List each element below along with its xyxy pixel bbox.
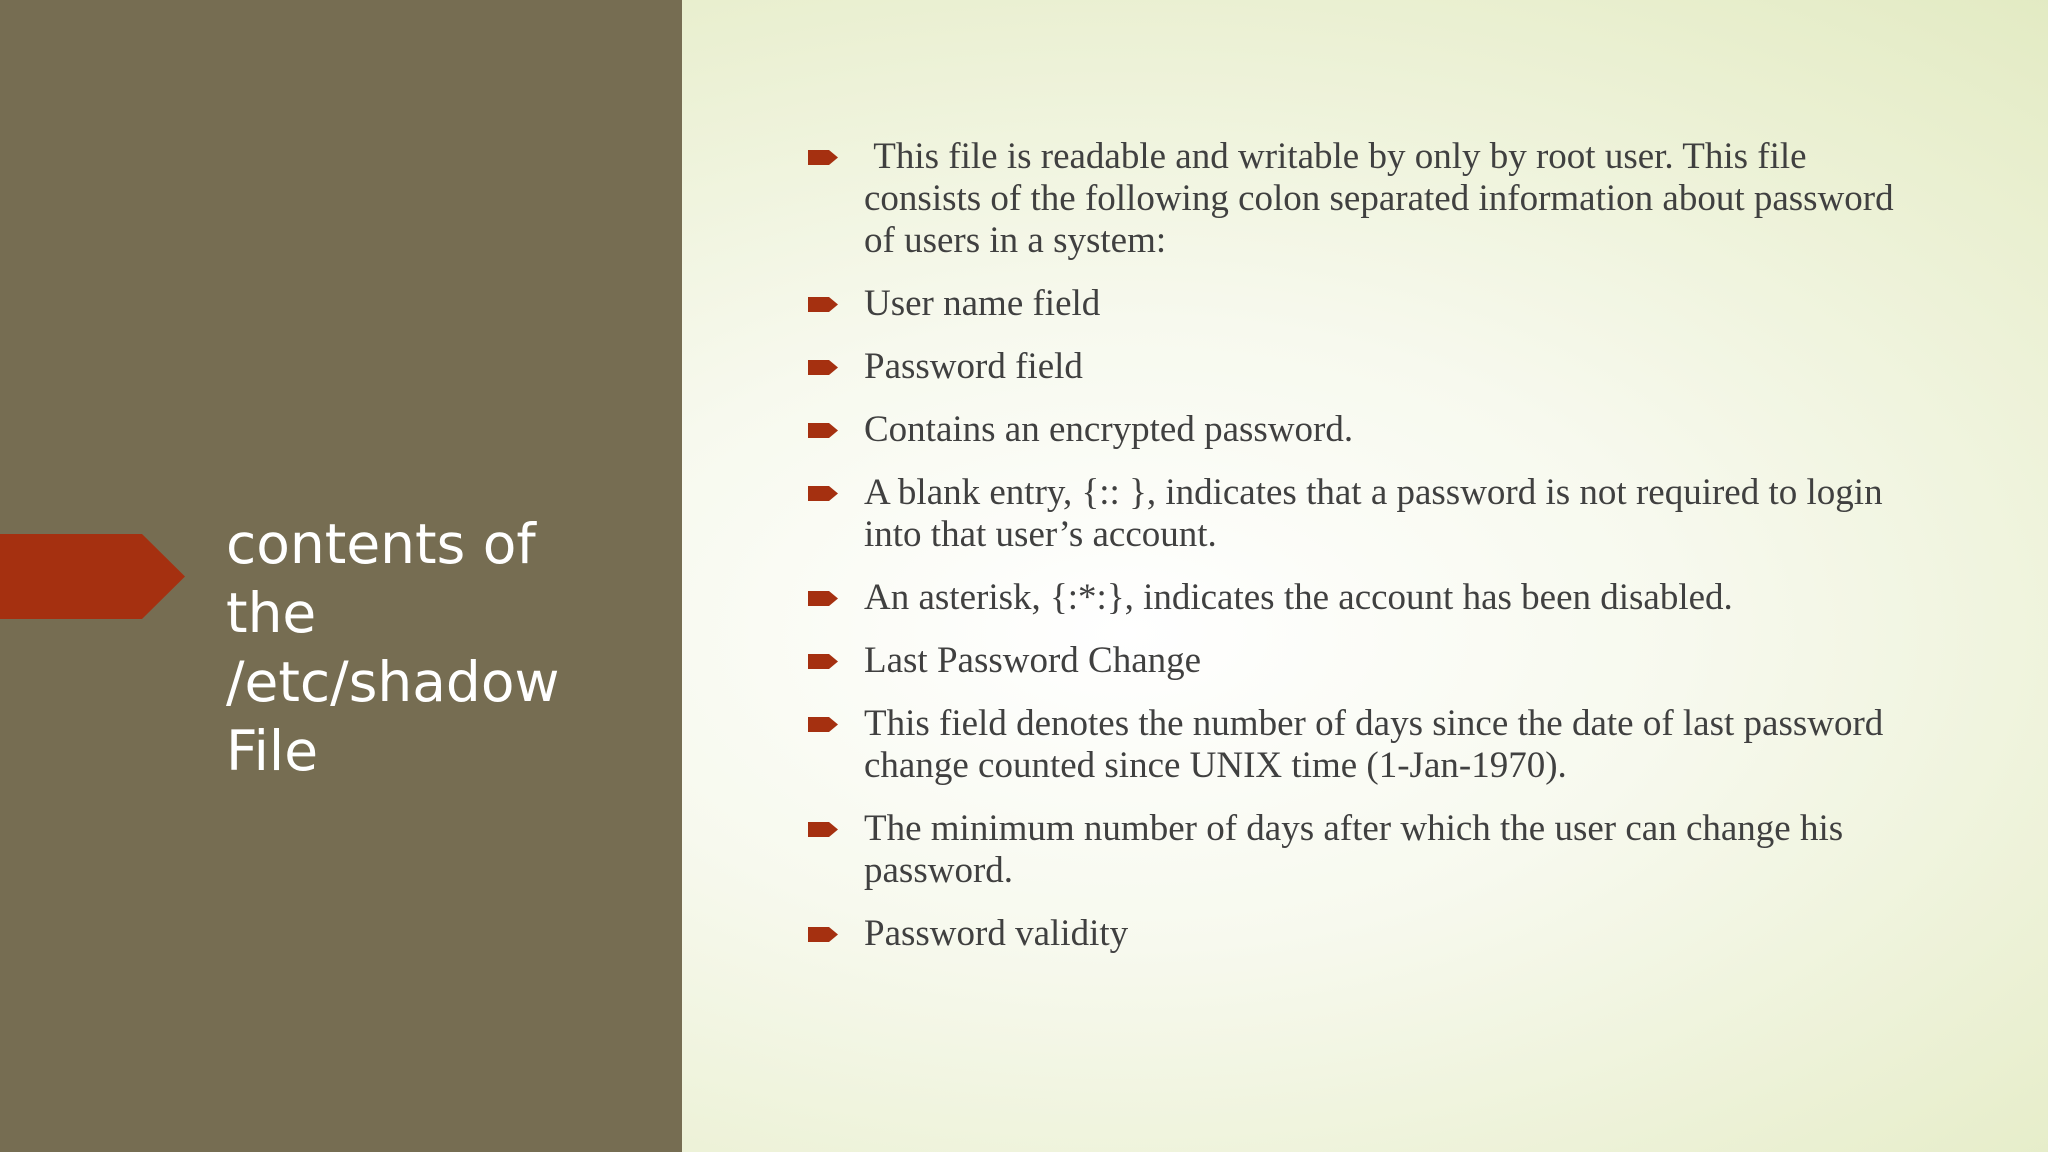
bullet-list xyxy=(800,136,1903,955)
list-item xyxy=(800,346,1900,388)
bullet-text: An asterisk, {:*:}, indicates the account has been disabled. xyxy=(864,577,1733,618)
list-item xyxy=(800,913,1900,955)
arrow-bullet-icon xyxy=(808,926,838,943)
arrow-bullet-icon xyxy=(808,653,838,670)
slide-title-line: /etc/shadow xyxy=(226,650,560,714)
list-item xyxy=(800,136,1903,262)
arrow-bullet-icon xyxy=(808,422,838,439)
bullet-text: Password field xyxy=(864,346,1083,387)
bullet-text: This field denotes the number of days since the date of last password change counted since UNIX time (1-Jan-1970). xyxy=(864,703,1884,786)
list-item xyxy=(800,703,1900,787)
bullet-text: The minimum number of days after which the user can change his password. xyxy=(864,808,1844,891)
bullet-text: Contains an encrypted password. xyxy=(864,409,1354,450)
arrow-bullet-icon xyxy=(808,590,838,607)
pentagon-arrow-icon xyxy=(0,534,185,619)
slide-title-line: File xyxy=(226,719,319,783)
arrow-bullet-icon xyxy=(808,296,838,313)
arrow-bullet-icon xyxy=(808,485,838,502)
slide-content xyxy=(800,136,1903,976)
arrow-bullet-icon xyxy=(808,359,838,376)
bullet-text: Password validity xyxy=(864,913,1129,954)
bullet-text: This file is readable and writable by only by root user. This file consists of the following colon separated information about password of users in a system: xyxy=(864,136,1903,261)
bullet-text: Last Password Change xyxy=(864,640,1202,681)
arrow-bullet-icon xyxy=(808,821,838,838)
list-item xyxy=(800,409,1900,451)
list-item xyxy=(800,283,1900,325)
arrow-bullet-icon xyxy=(808,716,838,733)
slide-title xyxy=(226,510,646,786)
list-item xyxy=(800,577,1900,619)
slide-title-line: contents of xyxy=(226,512,536,576)
list-item xyxy=(800,808,1900,892)
bullet-text: A blank entry, {:: }, indicates that a password is not required to login into that user’s account. xyxy=(864,472,1883,555)
list-item xyxy=(800,640,1900,682)
slide-title-line: the xyxy=(226,581,317,645)
bullet-text: User name field xyxy=(864,283,1101,324)
list-item xyxy=(800,472,1900,556)
arrow-bullet-icon xyxy=(808,149,838,166)
